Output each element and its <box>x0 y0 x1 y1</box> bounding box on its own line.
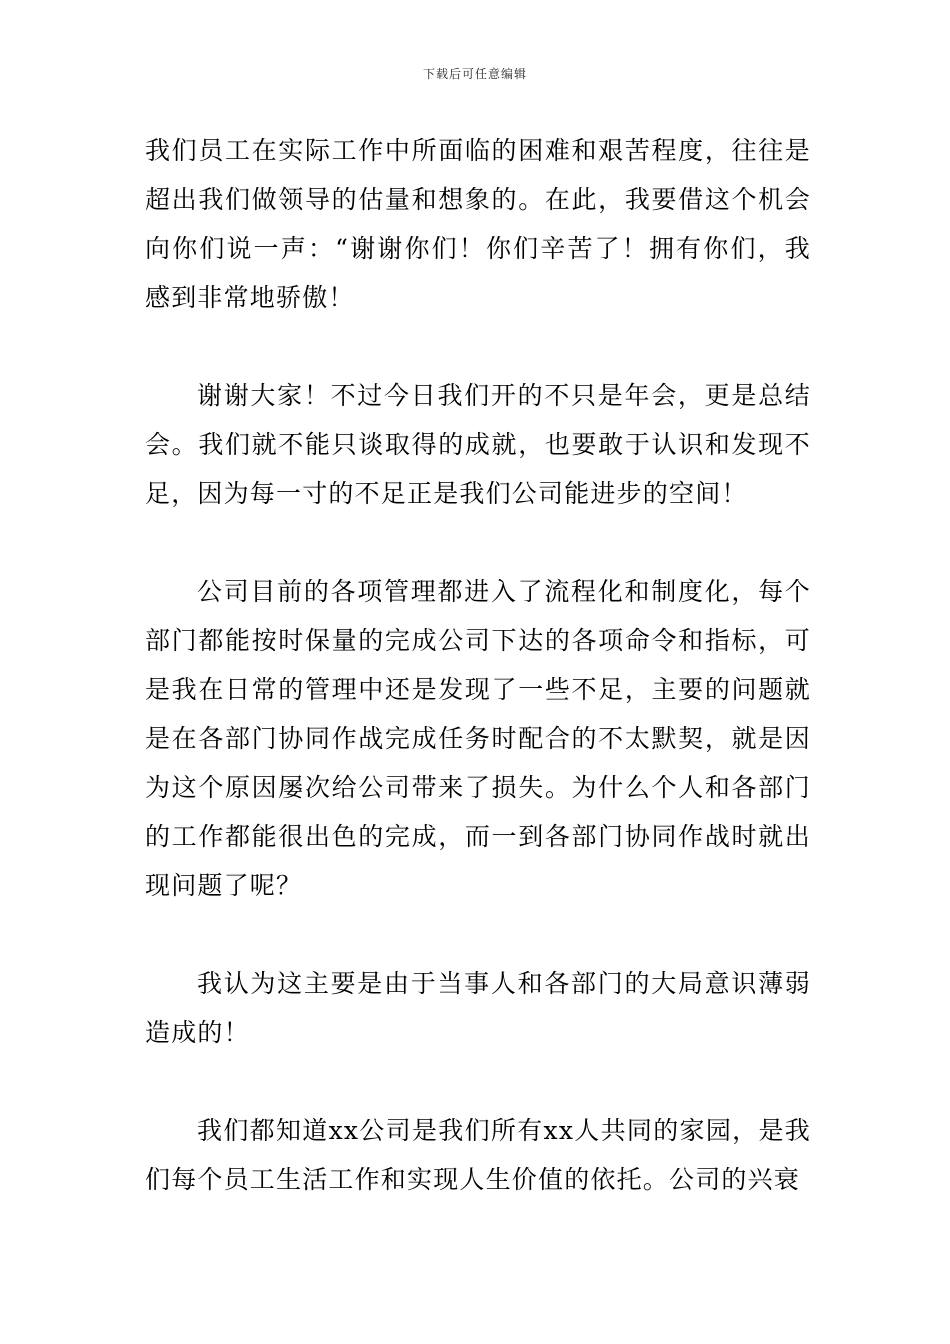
document-body <box>145 126 811 1204</box>
page-header-note: 下载后可任意编辑 <box>422 67 527 81</box>
paragraph-thanks-employees: 我们员工在实际工作中所面临的困难和艰苦程度，往往是超出我们做领导的估量和想象的。在此，我要借这个机会向你们说一声：“谢谢你们！你们辛苦了！拥有你们，我感到非常地骄傲！ <box>145 136 811 312</box>
paragraph-cause: 我认为这主要是由于当事人和各部门的大局意识薄弱造成的！ <box>145 969 811 1047</box>
paragraph-company-home: 我们都知道xx公司是我们所有xx人共同的家园，是我们每个员工生活工作和实现人生价值的依托。公司的兴衰 <box>145 1116 811 1194</box>
paragraph-management-issues: 公司目前的各项管理都进入了流程化和制度化，每个部门都能按时保量的完成公司下达的各项命令和指标，可是我在日常的管理中还是发现了一些不足，主要的问题就是在各部门协同作战完成任务时配合的不太默契，就是因为这个原因屡次给公司带来了损失。为什么个人和各部门的工作都能很出色的完成，而一到各部门协同作战时就出现问题了呢？ <box>145 577 811 900</box>
paragraph-summary-meeting: 谢谢大家！不过今日我们开的不只是年会，更是总结会。我们就不能只谈取得的成就，也要敢于认识和发现不足，因为每一寸的不足正是我们公司能进步的空间！ <box>145 381 811 508</box>
